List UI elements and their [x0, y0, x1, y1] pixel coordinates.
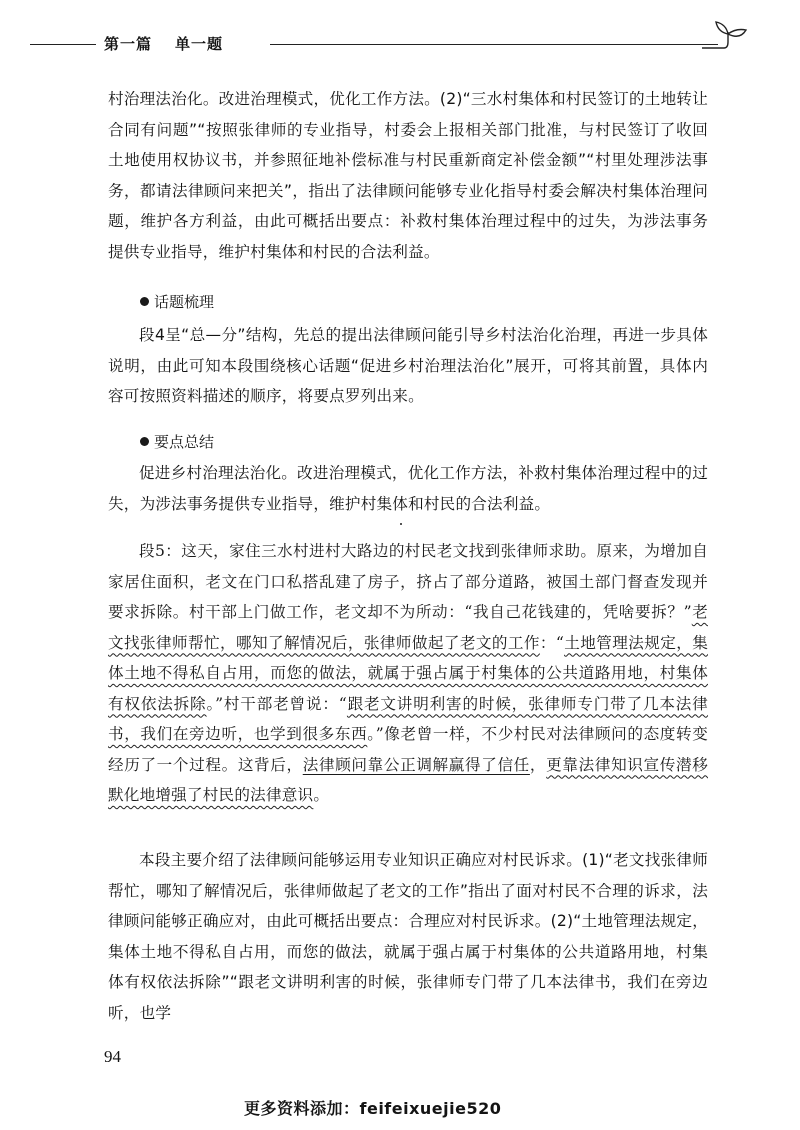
- bullet-topic-review: [140, 290, 214, 314]
- material-text: 。”像老曾一样，不少村民对法律顾问的态度转变经历了一个过程。这背后，: [108, 725, 708, 774]
- material-text: 。: [313, 786, 330, 804]
- scan-speck: [400, 523, 402, 525]
- header-section-label: 单一题: [175, 35, 224, 53]
- wavy-underlined-text: 跟老文讲明利害的时候，张律师专门带了几本法律书，我们在旁边听，也学到很多东西: [108, 694, 709, 743]
- bullet-key-points: [140, 430, 214, 454]
- bullet-topic-review-label: 话题梳理: [154, 293, 215, 311]
- bullet-key-points-label: 要点总结: [154, 433, 215, 451]
- material-text: 。”村干部老曾说：“: [206, 694, 347, 713]
- footer-watermark: 更多资料添加：feifeixuejie520: [244, 1099, 502, 1118]
- material-paragraph-5: [108, 536, 708, 811]
- page-number: 94: [104, 1047, 121, 1066]
- bullet-dot-icon: [140, 297, 149, 306]
- header-part-label: 第一篇: [104, 35, 153, 53]
- wavy-underlined-text: 老文找张律师帮忙，哪知了解情况后，张律师做起了老文的工作: [108, 603, 708, 652]
- wavy-underlined-text: 更靠法律知识宣传潜移默化地增强了村民的法律意识: [108, 755, 708, 804]
- summary-paragraph: 促进乡村治理法治化。改进治理模式，优化工作方法，补救村集体治理过程中的过失，为涉法事务提供专业指导，维护村集体和村民的合法利益。: [108, 464, 708, 513]
- bullet-dot-icon: [140, 437, 149, 446]
- analysis-paragraph-1: 村治理法治化。改进治理模式，优化工作方法。(2)“三水村集体和村民签订的土地转让合同有问题”“按照张律师的专业指导，村委会上报相关部门批准，与村民签订了收回土地使用权协议书，并参照征地补偿标准与村民重新商定补偿金额”“村里处理涉法事务，都请法律顾问来把关”，指出了法律顾问能够专业化指导村委会解决村集体治理问题，维护各方利益，由此可概括出要点：补救村集体治理过程中的过失，为涉法事务提供专业指导，维护村集体和村民的合法利益。: [108, 90, 708, 261]
- analysis-paragraph-5: 本段主要介绍了法律顾问能够运用专业知识正确应对村民诉求。(1)“老文找张律师帮忙，哪知了解情况后，张律师做起了老文的工作”指出了面对村民不合理的诉求，法律顾问能够正确应对，由此可概括出要点：合理应对村民诉求。(2)“土地管理法规定，集体土地不得私自占用，而您的做法，就属于强占属于村集体的公共道路用地，村集体有权依法拆除”“跟老文讲明利害的时候，张律师专门带了几本法律书，我们在旁边听，也学: [108, 851, 708, 1022]
- material-text: ：“: [539, 633, 565, 652]
- wavy-underlined-text: 土地管理法规定，集体土地不得私自占用，而您的做法，就属于强占属于村集体的公共道路用地，村集体有权依法拆除: [108, 633, 708, 713]
- running-header: [30, 30, 720, 70]
- sprout-icon: [702, 18, 750, 54]
- material-text: 段5：这天，家住三水村进村大路边的村民老文找到张律师求助。原来，为增加自家居住面积，老文在门口私搭乱建了房子，挤占了部分道路，被国土部门督查发现并要求拆除。村干部上门做工作，老文却不为所动：“我自己花钱建的，凭啥要拆？”: [108, 542, 708, 621]
- analysis-paragraph-2: 段4呈“总—分”结构，先总的提出法律顾问能引导乡村法治化治理，再进一步具体说明，由此可知本段围绕核心话题“促进乡村治理法治化”展开，可将其前置，具体内容可按照资料描述的顺序，将要点罗列出来。: [108, 326, 708, 405]
- material-text: ，: [529, 755, 547, 774]
- underlined-text: 法律顾问靠公正调解赢得了信任: [302, 755, 530, 774]
- header-rule-left: [30, 44, 96, 45]
- header-rule-right: [270, 44, 718, 45]
